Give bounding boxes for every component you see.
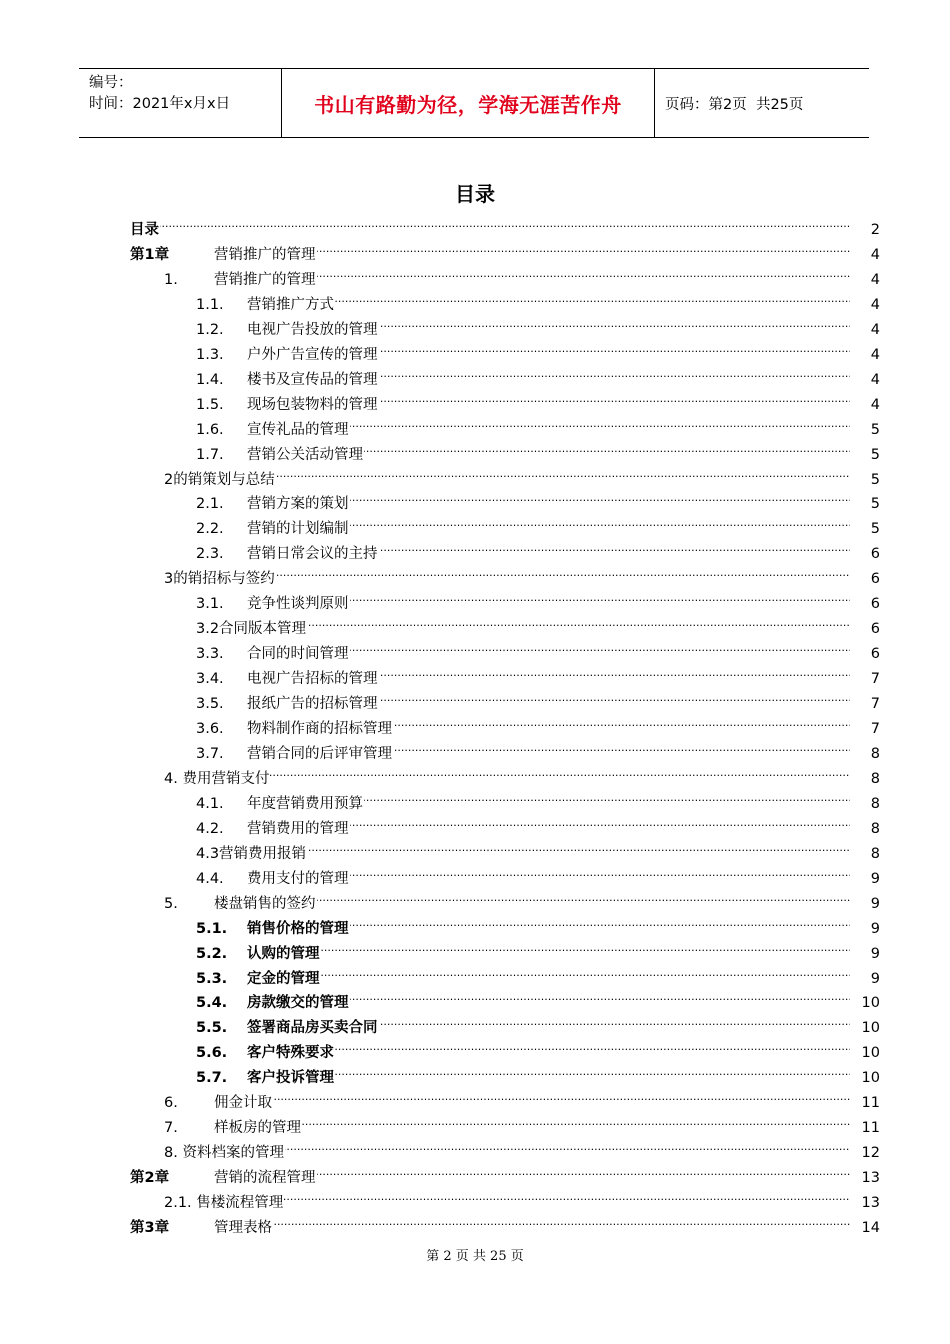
toc-entry-page: 10 [850, 991, 880, 1016]
toc-entry-page: 4 [850, 368, 880, 393]
toc-entry[interactable] [0, 567, 950, 592]
toc-entry-number: 3.7. [196, 745, 224, 762]
toc-entry-title: 合同的时间管理 [247, 642, 350, 667]
toc-entry[interactable] [0, 792, 950, 817]
toc-entry-title: 客户投诉管理 [247, 1066, 335, 1091]
toc-leader-dots [247, 293, 872, 318]
toc-entry-number: 4.4. [196, 870, 224, 887]
page-footer [0, 1245, 950, 1264]
toc-entry-page: 6 [850, 542, 880, 567]
toc-entry-page: 5 [850, 517, 880, 542]
toc-entry-number: 2.1. [196, 496, 224, 513]
toc-entry-number: 1.3. [196, 346, 224, 363]
toc-entry-number: 1.2. [196, 321, 224, 338]
toc-entry-number: 5.5. [196, 1020, 228, 1037]
toc-entry[interactable] [0, 542, 950, 567]
number-label: 编号： [89, 75, 133, 91]
toc-entry[interactable] [0, 517, 950, 542]
toc-entry-number: 第3章 [130, 1220, 170, 1236]
toc-entry-number: 1.4. [196, 371, 224, 388]
toc-entry[interactable] [0, 343, 950, 368]
toc-entry-page: 4 [850, 243, 880, 268]
toc-entry-title: 定金的管理 [247, 967, 321, 992]
toc-entry-number: 1.1. [196, 296, 224, 313]
toc-entry[interactable] [0, 942, 950, 967]
toc-entry-page: 10 [850, 1041, 880, 1066]
toc-entry-page: 8 [850, 742, 880, 767]
page-title: 目录 [455, 182, 495, 206]
toc-entry-page: 4 [850, 293, 880, 318]
toc-entry-number: 1.5. [196, 396, 224, 413]
toc-entry[interactable] [0, 468, 950, 493]
toc-entry-number: 1.7. [196, 446, 224, 463]
toc-entry-number: 5.2. [196, 945, 228, 962]
toc-entry-page: 8 [850, 842, 880, 867]
toc-entry[interactable] [0, 767, 950, 792]
toc-entry[interactable] [0, 842, 950, 867]
toc-entry-number: 5. [164, 895, 178, 912]
toc-entry-page: 5 [850, 492, 880, 517]
toc-entry[interactable] [0, 592, 950, 617]
toc-entry-title: 营销推广的管理 [214, 268, 317, 293]
header-motto: 书山有路勤为径，学海无涯苦作舟 [282, 69, 655, 137]
toc-entry[interactable] [0, 667, 950, 692]
toc-entry[interactable] [0, 393, 950, 418]
toc-leader-dots [247, 967, 872, 992]
toc-entry-page: 4 [850, 343, 880, 368]
header-page-info [655, 69, 869, 137]
toc-entry-title: 费用支付的管理 [247, 867, 350, 892]
toc-entry[interactable] [0, 268, 950, 293]
toc-entry-title: 8. 资料档案的管理 [164, 1141, 285, 1166]
toc-leader-dots [214, 1116, 872, 1141]
toc-entry[interactable] [0, 1216, 950, 1241]
toc-entry[interactable] [0, 892, 950, 917]
header-meta [79, 69, 282, 137]
toc-entry[interactable] [0, 1166, 950, 1191]
toc-entry-title: 报纸广告的招标管理 [247, 692, 379, 717]
toc-entry-title: 3的销招标与签约 [164, 567, 276, 592]
toc-entry-title: 管理表格 [214, 1216, 273, 1241]
toc-entry-page: 8 [850, 767, 880, 792]
toc-entry-page: 7 [850, 667, 880, 692]
toc-entry-title: 4.3营销费用报销 [196, 842, 307, 867]
header-table [79, 68, 869, 138]
toc-entry-title: 签署商品房买卖合同 [247, 1016, 379, 1041]
toc-entry-number: 4.1. [196, 795, 224, 812]
toc-entry-page: 9 [850, 967, 880, 992]
toc-entry-title: 佣金计取 [214, 1091, 273, 1116]
toc-entry-number: 6. [164, 1095, 178, 1112]
toc-entry[interactable] [0, 867, 950, 892]
toc-entry-page: 6 [850, 567, 880, 592]
toc-entry[interactable] [0, 692, 950, 717]
toc-entry-page: 7 [850, 692, 880, 717]
toc-entry-number: 第2章 [130, 1170, 170, 1187]
toc-leader-dots [214, 1091, 872, 1116]
toc-entry[interactable] [0, 318, 950, 343]
toc-entry-title: 样板房的管理 [214, 1116, 302, 1141]
toc-entry-page: 4 [850, 393, 880, 418]
toc-entry[interactable] [0, 368, 950, 393]
toc-entry-title: 营销日常会议的主持 [247, 542, 379, 567]
toc-entry-page: 8 [850, 792, 880, 817]
toc-entry-number: 5.1. [196, 920, 228, 937]
toc-entry-number: 1. [164, 271, 178, 288]
toc-entry-title: 2.1. 售楼流程管理 [164, 1191, 284, 1216]
toc-entry-title: 2的销策划与总结 [164, 468, 276, 493]
toc-entry[interactable] [0, 1016, 950, 1041]
toc-entry-page: 10 [850, 1016, 880, 1041]
toc-entry-number: 第1章 [130, 246, 170, 263]
toc-entry[interactable] [0, 243, 950, 268]
toc-entry-number: 5.3. [196, 970, 228, 987]
toc-entry-number: 4.2. [196, 820, 224, 837]
toc-entry-number: 3.3. [196, 646, 224, 663]
toc-leader-dots [247, 1041, 872, 1066]
toc-entry-page: 4 [850, 318, 880, 343]
toc-entry[interactable] [0, 443, 950, 468]
toc-entry-page: 9 [850, 917, 880, 942]
toc-entry[interactable] [0, 418, 950, 443]
toc-entry-number: 3.5. [196, 696, 224, 713]
toc-entry[interactable] [0, 717, 950, 742]
toc-entry-title: 竞争性谈判原则 [247, 592, 350, 617]
toc-entry[interactable] [0, 293, 950, 318]
toc-entry-page: 5 [850, 443, 880, 468]
toc-entry-title: 4. 费用营销支付 [164, 767, 270, 792]
toc-entry-title: 营销公关活动管理 [247, 443, 364, 468]
toc-entry-title: 宣传礼品的管理 [247, 418, 350, 443]
toc-entry-page: 5 [850, 418, 880, 443]
toc-entry-number: 5.4. [196, 995, 228, 1012]
toc-entry-number: 2.2. [196, 521, 224, 538]
toc-entry-title: 营销方案的策划 [247, 492, 350, 517]
toc-entry-title: 楼盘销售的签约 [214, 892, 317, 917]
toc-entry[interactable] [0, 617, 950, 642]
toc-entry-title: 营销合同的后评审管理 [247, 742, 393, 767]
toc-entry[interactable] [0, 917, 950, 942]
time-label: 时间：2021年x月x日 [89, 96, 231, 112]
toc-entry[interactable] [0, 1091, 950, 1116]
toc-entry-number: 7. [164, 1120, 178, 1137]
toc-entry-title: 3.2合同版本管理 [196, 617, 307, 642]
toc-entry-page: 13 [850, 1166, 880, 1191]
toc-entry-title: 年度营销费用预算 [247, 792, 364, 817]
toc-entry[interactable] [0, 492, 950, 517]
toc-entry-number: 1.6. [196, 421, 224, 438]
footer-page-number: 第 2 页 共 25 页 [426, 1249, 524, 1264]
toc-entry-page: 14 [850, 1216, 880, 1241]
toc-entry-title: 电视广告投放的管理 [247, 318, 379, 343]
toc-entry-page: 9 [850, 942, 880, 967]
toc-entry-title: 营销费用的管理 [247, 817, 350, 842]
toc-entry-page: 13 [850, 1191, 880, 1216]
toc-entry-title: 营销推广方式 [247, 293, 335, 318]
toc-entry-title: 现场包装物料的管理 [247, 393, 379, 418]
toc-entry-page: 11 [850, 1091, 880, 1116]
toc-entry-title: 营销的流程管理 [214, 1166, 317, 1191]
toc-leader-dots [130, 218, 872, 243]
toc-entry-number: 3.1. [196, 596, 224, 613]
toc-entry-page: 2 [850, 218, 880, 243]
toc-entry[interactable] [0, 218, 950, 243]
toc-entry-title: 电视广告招标的管理 [247, 667, 379, 692]
toc-entry-page: 10 [850, 1066, 880, 1091]
toc-entry[interactable] [0, 1191, 950, 1216]
toc-entry-page: 6 [850, 592, 880, 617]
toc-entry-title: 营销推广的管理 [214, 243, 317, 268]
toc-entry-number: 2.3. [196, 546, 224, 563]
toc-entry[interactable] [0, 817, 950, 842]
toc-entry-page: 5 [850, 468, 880, 493]
toc-entry-title: 户外广告宣传的管理 [247, 343, 379, 368]
toc-entry-title: 销售价格的管理 [247, 917, 350, 942]
toc-entry[interactable] [0, 1066, 950, 1091]
toc-entry-number: 5.6. [196, 1045, 228, 1062]
toc-entry[interactable] [0, 1116, 950, 1141]
toc-entry-page: 7 [850, 717, 880, 742]
toc-entry[interactable] [0, 991, 950, 1016]
toc-entry-title: 客户特殊要求 [247, 1041, 335, 1066]
toc-leader-dots [247, 942, 872, 967]
toc-entry-title: 房款缴交的管理 [247, 991, 350, 1016]
toc-entry[interactable] [0, 642, 950, 667]
toc-entry-title: 目录 [130, 218, 160, 243]
toc-entry[interactable] [0, 742, 950, 767]
toc-entry[interactable] [0, 1141, 950, 1166]
page-info-text: 页码：第2页 共25页 [665, 96, 804, 113]
toc-leader-dots [214, 1216, 872, 1241]
toc-entry-page: 12 [850, 1141, 880, 1166]
toc-entry-page: 4 [850, 268, 880, 293]
toc-entry-title: 楼书及宣传品的管理 [247, 368, 379, 393]
toc-entry-page: 6 [850, 617, 880, 642]
toc-entry-title: 物料制作商的招标管理 [247, 717, 393, 742]
toc-entry-page: 11 [850, 1116, 880, 1141]
toc-entry[interactable] [0, 967, 950, 992]
toc-entry-number: 5.7. [196, 1070, 228, 1087]
toc-entry-page: 6 [850, 642, 880, 667]
toc-entry[interactable] [0, 1041, 950, 1066]
toc-entry-page: 8 [850, 817, 880, 842]
toc-entry-title: 营销的计划编制 [247, 517, 350, 542]
toc-entry-number: 3.6. [196, 721, 224, 737]
toc-entry-page: 9 [850, 867, 880, 892]
toc-entry-title: 认购的管理 [247, 942, 321, 967]
toc-entry-page: 9 [850, 892, 880, 917]
toc-leader-dots [247, 1066, 872, 1091]
toc-entry-number: 3.4. [196, 671, 224, 688]
